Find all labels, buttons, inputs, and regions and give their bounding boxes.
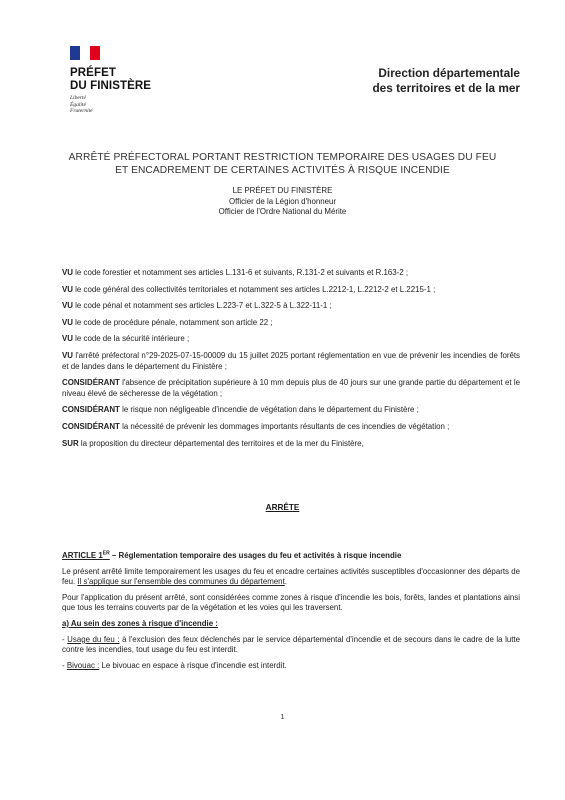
arrete-heading: ARRÊTE	[265, 503, 300, 512]
visa-item: VU le code pénal et notamment ses articles L.223-7 et L.322-5 à L.322-11-1 ;	[62, 301, 332, 311]
visa-item: CONSIDÉRANT le risque non négligeable d'incendie de végétation dans le département du Finistère ;	[62, 405, 419, 415]
page-number: 1	[280, 712, 285, 721]
visa-item: VU le code de la sécurité intérieure ;	[62, 334, 190, 344]
logo-line-2: DU FINISTÈRE	[70, 79, 152, 92]
visas-list	[62, 268, 520, 455]
visa-item: VU l'arrêté préfectoral n°29-2025-07-15-00009 du 15 juillet 2025 portant réglementation en vue de prévenir les incendies de forêts et de landes dans le département du Finistère ;	[62, 350, 520, 371]
article-1-paragraph-1: Le présent arrêté limite temporairement les usages du feu et encadre certaines activités susceptibles d'occasionner des départs de feu. Il s'applique sur l'ensemble des communes du département.	[62, 566, 520, 587]
visa-item: VU le code forestier et notamment ses articles L.131-6 et suivants, R.131-2 et suivants et R.163-2 ;	[62, 268, 409, 277]
visa-item: CONSIDÉRANT la nécessité de prévenir les dommages importants résultants de ces incendies de végétation ;	[62, 421, 450, 431]
visa-item: CONSIDÉRANT l'absence de précipitation supérieure à 10 mm depuis plus de 40 jours sur une grande partie du département et le niveau élevé de sécheresse de la végétation ;	[62, 378, 520, 398]
prefecture-logo	[70, 46, 190, 115]
logo-line-1: PRÉFET	[70, 67, 116, 79]
section-a-heading: a) Au sein des zones à risque d'incendie :	[62, 618, 218, 628]
prefet-titles: LE PRÉFET DU FINISTÈRE Officier de la Légion d'honneur Officier de l'Ordre National du Mérite	[218, 186, 347, 216]
visa-item: VU le code général des collectivités territoriales et notamment ses articles L.2212-1, L.2212-2 et L.2215-1 ;	[62, 284, 436, 294]
document-title: ARRÊTÉ PRÉFECTORAL PORTANT RESTRICTION TEMPORAIRE DES USAGES DU FEU ET ENCADREMENT DE CERTAINES ACTIVITÉS À RISQUE INCENDIE	[68, 152, 497, 176]
marianne-flag-icon	[70, 46, 100, 60]
visa-item: VU le code de procédure pénale, notamment son article 22 ;	[62, 317, 273, 327]
visa-item: SUR la proposition du directeur départemental des territoires et de la mer du Finistère,	[62, 438, 364, 448]
article-1-paragraph-2: Pour l'application du présent arrêté, sont considérées comme zones à risque d'incendie les bois, forêts, landes et plantations ainsi que tous les terrains couverts par de la végétation et les voies qui les traversent.	[62, 592, 520, 613]
article-1	[62, 551, 520, 676]
republic-motto: Liberté Égalité Fraternité	[70, 95, 93, 114]
rule-bivouac: - Bivouac : Le bivouac en espace à risque d'incendie est interdit.	[62, 660, 287, 670]
issuing-direction: Direction départementale des territoires et de la mer	[372, 66, 520, 95]
rule-usage-du-feu: - Usage du feu : à l'exclusion des feux déclenchés par le service départemental d'incendie et de secours dans le cadre de la lutte contre les incendies, tout usage du feu est interdit.	[62, 634, 520, 655]
article-1-heading: ARTICLE 1ER – Réglementation temporaire des usages du feu et activités à risque incendie	[62, 550, 402, 560]
